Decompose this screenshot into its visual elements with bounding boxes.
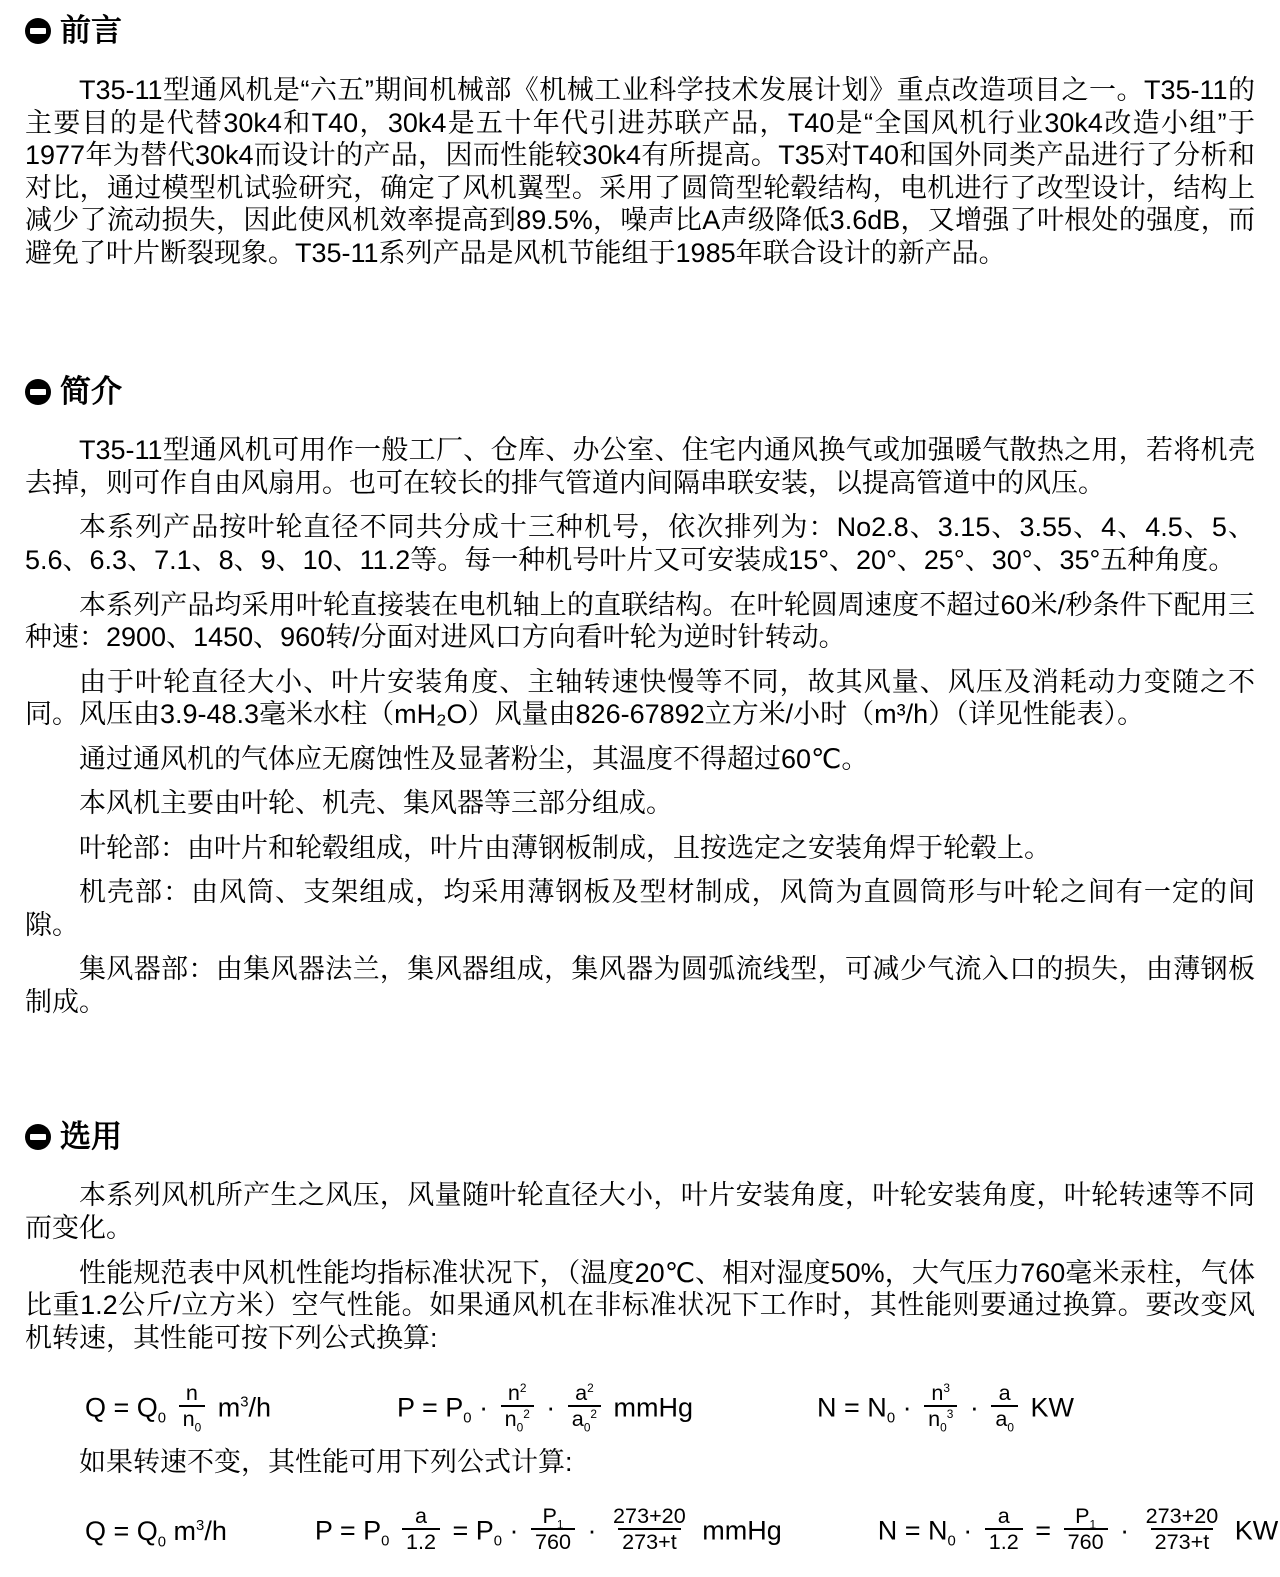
minus-circle-icon: [25, 1124, 51, 1150]
preface-heading: [25, 14, 1255, 48]
formula-flow-rate-constant: $Q = Q_0$ $m^3/h$: [85, 1516, 227, 1551]
section-introduction: [25, 375, 1255, 1018]
intro-paragraph-structure: 本系列产品均采用叶轮直接装在电机轴上的直联结构。在叶轮圆周速度不超过60米/秒条件下配用三种速：2900、1450、960转/分面对进风口方向看叶轮为逆时针转动。: [25, 589, 1255, 653]
intro-paragraph-performance: 由于叶轮直径大小、叶片安装角度、主轴转速快慢等不同，故其风量、风压及消耗动力变随之不同。风压由3.9-48.3毫米水柱（mH₂O）风量由826-67892立方米/小时（m³/h）（详见性能表）。: [25, 666, 1255, 730]
selection-paragraph-variation: 本系列风机所产生之风压，风量随叶轮直径大小，叶片安装角度，叶轮安装角度，叶轮转速等不同而变化。: [25, 1180, 1255, 1243]
formula-row-speed-change: [25, 1380, 1255, 1435]
section-preface: [25, 14, 1255, 269]
selection-paragraph-standard: 性能规范表中风机性能均指标准状况下，（温度20℃、相对湿度50%，大气压力760毫米汞柱，气体比重1.2公斤/立方米）空气性能。如果通风机在非标准状况下工作时，其性能则要通过换算。要改变风机转速，其性能可按下列公式换算:: [25, 1257, 1255, 1353]
formula-power-constant: $N = N_0$ · $\frac{a}{1.2}$ = $\frac{P_1}{760}$ · $\frac{273+20}{273+t}$ KW: [877, 1502, 1279, 1555]
formula-pressure-constant: $P = P_0$ $\frac{a}{1.2}$ = $P_0$ · $\frac{P_1}{760}$ · $\frac{273+20}{273+t}$ mmHg: [314, 1502, 782, 1555]
minus-circle-icon: [25, 379, 51, 405]
preface-paragraph: T35-11型通风机是“六五”期间机械部《机械工业科学技术发展计划》重点改造项目之一。T35-11的主要目的是代替30k4和T40，30k4是五十年代引进苏联产品，T40是“全国风机行业30k4改造小组”于1977年为替代30k4而设计的产品，因而性能较30k4有所提高。T35对T40和国外同类产品进行了分析和对比，通过模型机试验研究，确定了风机翼型。采用了圆筒型轮毂结构，电机进行了改型设计，结构上减少了流动损失，因此使风机效率提高到89.5%，噪声比A声级降低3.6dB，又增强了叶根处的强度，而避免了叶片断裂现象。T35-11系列产品是风机节能组于1985年联合设计的新产品。: [25, 75, 1255, 268]
formula-row-constant-speed: [25, 1502, 1279, 1557]
intro-paragraph-usage: T35-11型通风机可用作一般工厂、仓库、办公室、住宅内通风换气或加强暖气散热之用，若将机壳去掉，则可作自由风扇用。也可在较长的排气管道内间隔串联安装，以提高管道中的风压。: [25, 435, 1255, 498]
constant-speed-note: 如果转速不变，其性能可用下列公式计算:: [79, 1447, 573, 1478]
formula-flow-rate: $Q = Q_0$ $\frac{n}{n_0}$ $m^3/h$: [85, 1380, 271, 1435]
intro-paragraph-parts: 本风机主要由叶轮、机壳、集风器等三部分组成。: [79, 788, 673, 819]
intro-paragraph-impeller: 叶轮部：由叶片和轮毂组成，叶片由薄钢板制成，且按选定之安装角焊于轮毂上。: [79, 832, 1051, 863]
selection-heading: [25, 1120, 1255, 1154]
formula-power: $N = N_0$ · $\frac{n^3}{n_0^3}$ · $\frac{a}{a_0}$ KW: [817, 1380, 1074, 1435]
preface-title: 前言: [60, 13, 122, 48]
intro-paragraph-gas: 通过通风机的气体应无腐蚀性及显著粉尘，其温度不得超过60℃。: [79, 743, 869, 774]
introduction-title: 简介: [60, 374, 122, 410]
selection-title: 选用: [60, 1119, 122, 1155]
minus-circle-icon: [25, 18, 51, 44]
formula-pressure: $P = P_0$ · $\frac{n^2}{n_0^2}$ · $\frac{a^2}{a_0^2}$ mmHg: [396, 1380, 694, 1435]
intro-paragraph-casing: 机壳部：由风筒、支架组成，均采用薄钢板及型材制成，风筒为直圆筒形与叶轮之间有一定的间隙。: [25, 877, 1255, 940]
section-selection: [25, 1119, 1279, 1557]
intro-paragraph-collector: 集风器部：由集风器法兰，集风器组成，集风器为圆弧流线型，可减少气流入口的损失，由薄钢板制成。: [25, 954, 1255, 1017]
introduction-heading: [25, 375, 1255, 409]
intro-paragraph-sizes: 本系列产品按叶轮直径不同共分成十三种机号，依次排列为：No2.8、3.15、3.55、4、4.5、5、5.6、6.3、7.1、8、9、10、11.2等。每一种机号叶片又可安装成15°、20°、25°、30°、35°五种角度。: [25, 512, 1255, 575]
